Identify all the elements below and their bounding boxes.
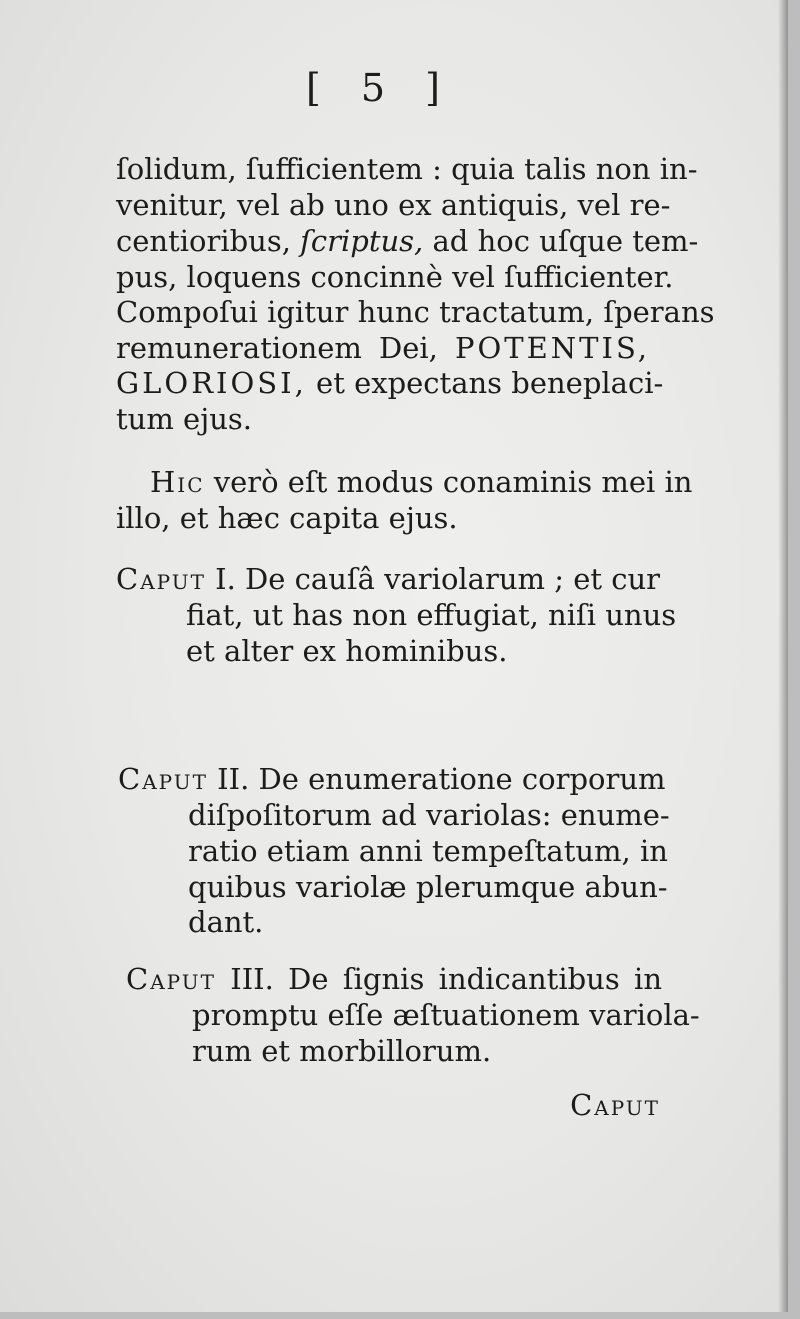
text-run: promptu eſſe æſtuationem variola- [192,998,700,1032]
text-run: fiat, ut has non effugiat, niſi unus [186,598,677,632]
text-run: III. De ſignis indicantibus in [215,962,662,996]
text-run: et expectans beneplaci- [306,366,664,400]
chapter2-heading-line [118,762,666,796]
text-run: verò eſt modus conaminis mei in [204,465,693,499]
paragraph1-line-7 [116,366,664,400]
text-run: pus, loquens concinnè vel ſufficienter. [116,260,674,294]
catchword: Caput [570,1088,660,1122]
text-run: rum et morbillorum. [192,1034,492,1068]
chapter2-line-3 [188,834,668,868]
chapter2-line-2 [188,798,670,832]
text-run: illo, et hæc capita ejus. [116,501,458,535]
paragraph1-line-3 [116,224,699,258]
text-run: ratio etiam anni tempeſtatum, in [188,834,668,868]
text-run: POTENTIS, [454,331,650,365]
chapter1-line-2 [186,598,677,632]
text-run: remunerationem Dei, [116,331,455,365]
text-run: I. De cauſâ variolarum ; et cur [205,562,661,596]
text-run: diſpoſitorum ad variolas: enume- [188,798,670,832]
chapter2-line-4 [188,870,668,904]
paragraph1-line-5 [116,295,715,329]
text-run: Caput [118,762,208,796]
text-run: Caput [126,962,216,996]
text-run: quibus variolæ plerumque abun- [188,870,668,904]
text-run: Compoſui igitur hunc tractatum, ſperans [116,295,715,329]
paragraph2-line-1 [150,465,693,499]
chapter3-line-3 [192,1034,491,1068]
text-run: tum ejus. [116,402,252,436]
paragraph1-line-2 [116,188,671,222]
chapter2-line-5 [188,905,263,939]
paragraph1-line-4 [116,260,674,294]
text-run: Caput [116,562,206,596]
paragraph1-line-6 [116,331,650,365]
chapter1-line-3 [186,634,507,668]
text-run: venitur, vel ab uno ex antiquis, vel re- [116,188,671,222]
text-run: ſcriptus, [300,224,424,258]
text-run: GLORIOSI, [116,366,307,400]
text-run: II. De enumeratione corporum [207,762,666,796]
text-run: et alter ex hominibus. [186,634,508,668]
paragraph2-line-2 [116,501,458,535]
text-run: ſolidum, ſufficientem : quia talis non in- [116,152,698,186]
paragraph1-line-1 [116,152,698,186]
text-run: centioribus, [116,224,301,258]
chapter1-heading-line [116,562,661,596]
text-run: dant. [188,905,264,939]
text-run: Hic [150,465,205,499]
chapter3-heading-line [126,962,662,996]
page-number: [ 5 ] [306,66,454,110]
paragraph1-line-8 [116,402,252,436]
chapter3-line-2 [192,998,700,1032]
text-run: ad hoc uſque tem- [423,224,699,258]
